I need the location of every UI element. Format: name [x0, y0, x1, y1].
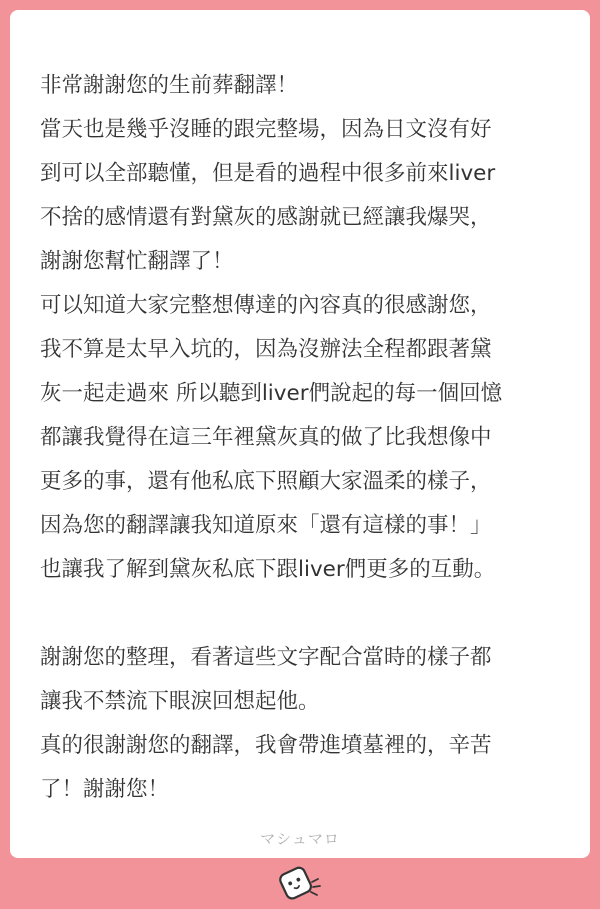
message-line: 因為您的翻譯讓我知道原來「還有這樣的事！」: [40, 513, 492, 538]
message-line: 灰一起走過來 所以聽到liver們說起的每一個回憶: [40, 381, 503, 406]
marshmallow-icon: [276, 862, 326, 906]
message-line: 了！謝謝您！: [40, 777, 170, 802]
message-line: 讓我不禁流下眼淚回想起他。: [40, 689, 320, 714]
message-line: 真的很謝謝您的翻譯，我會帶進墳墓裡的，辛苦: [40, 733, 492, 758]
message-line: 不捨的感情還有對黛灰的感謝就已經讓我爆哭，: [40, 205, 492, 230]
message-blank-line: [40, 592, 565, 636]
message-line: 我不算是太早入坑的，因為沒辦法全程都跟著黛: [40, 337, 492, 362]
brand-name: マシュマロ: [260, 830, 340, 848]
message-line: 謝謝您的整理，看著這些文字配合當時的樣子都: [40, 645, 492, 670]
message-line: 到可以全部聽懂，但是看的過程中很多前來liver: [40, 161, 496, 186]
message-body: [40, 64, 565, 812]
message-line: 可以知道大家完整想傳達的內容真的很感謝您，: [40, 293, 492, 318]
message-card: [10, 10, 590, 858]
message-line: 都讓我覺得在這三年裡黛灰真的做了比我想像中: [40, 425, 492, 450]
message-line: 謝謝您幫忙翻譯了！: [40, 249, 234, 274]
message-line: 更多的事，還有他私底下照顧大家溫柔的樣子，: [40, 469, 492, 494]
message-line: 當天也是幾乎沒睡的跟完整場，因為日文沒有好: [40, 117, 492, 142]
message-line: 也讓我了解到黛灰私底下跟liver們更多的互動。: [40, 557, 496, 582]
message-line: 非常謝謝您的生前葬翻譯！: [40, 73, 299, 98]
